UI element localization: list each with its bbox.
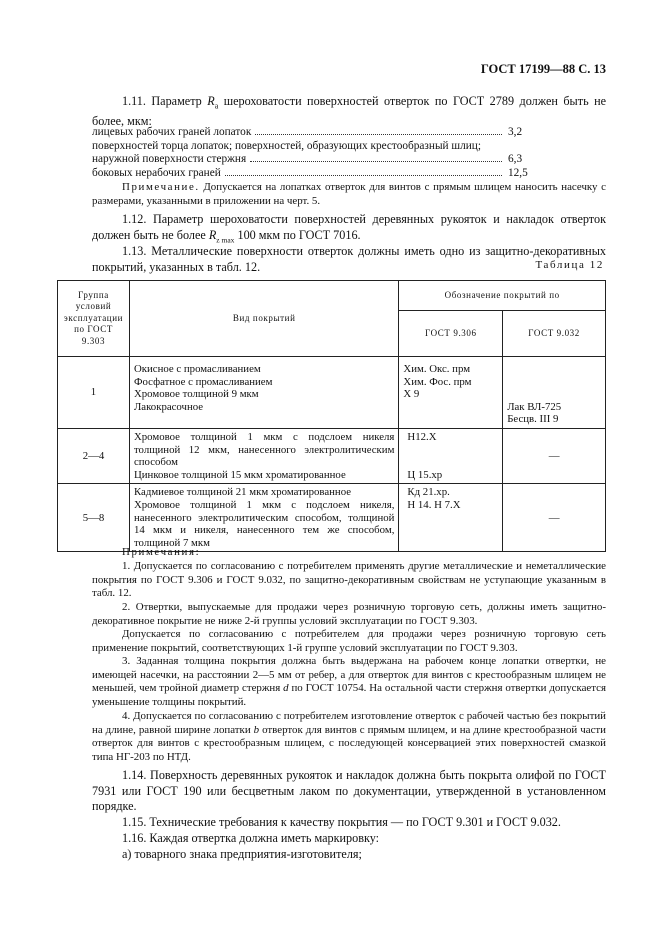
table-row [58, 357, 606, 429]
paragraph-1-14: 1.14. Поверхность деревянных рукояток и накладок должна быть покрыта олифой по ГОСТ 7931 или ГОСТ 190 или бесцветным лаком по документации, утвержденной в установленном порядке. [92, 768, 606, 814]
gost-9032-cell: Лак ВЛ-725 Бесцв. III 9 [503, 357, 606, 429]
paragraph-1-13: 1.13. Металлические поверхности отверток должны иметь одно из защитно-декоративных покрытий, указанных в табл. 12. [92, 244, 606, 274]
note-2: 2. Отвертки, выпускаемые для продажи через розничную торговую сеть, должны иметь защитно-декоративное покрытие не ниже 2-й группы условий эксплуатации по ГОСТ 9.303. [92, 601, 606, 627]
group-cell: 1 [58, 357, 130, 429]
notes-title: Примечания: [122, 546, 201, 558]
coating-type-cell: Хромовое толщиной 1 мкм с подслоем никеля толщиной 12 мкм, нанесенного электролитическим способом Цинковое толщиной 15 мкм хроматированное [129, 428, 398, 483]
header-group: Группа условий эксплуатации по ГОСТ 9.303 [58, 281, 130, 357]
symbol-r: R [207, 94, 215, 108]
coating-type-cell: Кадмиевое толщиной 21 мкм хроматированное Хромовое толщиной 1 мкм с подслоем никеля, нанесенного электролитическим способом, толщиной 14 мкм и никеля, нанесенного тем же способом, толщиной 7 мкм [129, 484, 398, 552]
coatings-table [57, 280, 606, 552]
header-gost-9306: ГОСТ 9.306 [399, 311, 503, 357]
header-gost-9032: ГОСТ 9.032 [503, 311, 606, 357]
gost-9032-cell: — [503, 428, 606, 483]
gost-9306-cell: Н12.Х Ц 15.хр [399, 428, 503, 483]
gost-9306-cell: Хим. Окс. прм Хим. Фос. прм Х 9 [399, 357, 503, 429]
table-caption: Таблица 12 [535, 259, 604, 271]
roughness-item: поверхностей торца лопаток; поверхностей, образующих крестообразный шлиц; [92, 139, 481, 152]
coating-type-cell: Окисное с промасливанием Фосфатное с промасливанием Хромовое толщиной 9 мкм Лакокрасочное [129, 357, 398, 429]
page-header: ГОСТ 17199—88 С. 13 [480, 62, 606, 76]
header-designation: Обозначение покрытий по [399, 281, 606, 311]
roughness-list [92, 126, 606, 181]
header-coating-type: Вид покрытий [129, 281, 398, 357]
paragraph-1-16: 1.16. Каждая отвертка должна иметь маркировку: [122, 831, 380, 845]
roughness-item: лицевых рабочих граней лопаток 3,2 [92, 126, 523, 138]
group-cell: 5—8 [58, 484, 130, 552]
paragraph-1-16-a: а) товарного знака предприятия-изготовителя; [122, 847, 362, 861]
group-cell: 2—4 [58, 428, 130, 483]
table-row [58, 484, 606, 552]
gost-9306-cell: Кд 21.хр. Н 14. Н 7.Х [399, 484, 503, 552]
paragraph-1-15: 1.15. Технические требования к качеству покрытия — по ГОСТ 9.301 и ГОСТ 9.032. [122, 815, 561, 829]
roughness-item: наружной поверхности стержня 6,3 [92, 153, 523, 166]
paragraph-1-11: 1.11. Параметр $R_a$ шероховатости поверхностей отверток по ГОСТ 2789 должен быть не более, мкм: [92, 94, 607, 129]
paragraph-1-12: 1.12. Параметр шероховатости поверхностей деревянных рукояток и накладок отверток должен быть не более $R_{z max}$ 100 мкм по ГОСТ 7016. [92, 212, 606, 245]
note-roughness: Примечание. Допускается на лопатках отверток для винтов с прямым шлицем наносить насечку с размерами, указанными в приложении на черт. 5. [92, 181, 606, 207]
table-row [58, 428, 606, 483]
note-4: 4. Допускается по согласованию с потребителем изготовление отверток с рабочей частью без покрытий на длине, равной ширине лопатки b отверток для винтов с прямым шлицем, и на длине крестообразной части отверток для винтов с крестообразным шлицем, с последующей консервацией этих поверхностей смазкой типа НГ-203 по НТД. [92, 710, 606, 763]
note-1: 1. Допускается по согласованию с потребителем применять другие металлические и неметаллические покрытия по ГОСТ 9.306 и ГОСТ 9.032, по защитно-декоративным свойствам не уступающие указанным в табл. 12. [92, 560, 606, 600]
note-2b: Допускается по согласованию с потребителем для продажи через розничную торговую сеть применение покрытий, соответствующих 1-й группе условий эксплуатации по ГОСТ 9.303. [92, 628, 606, 654]
note-3: 3. Заданная толщина покрытия должна быть выдержана на рабочем конце лопатки отвертки, не имеющей насечки, на расстоянии 2—5 мм от ребер, а для отверток для винтов с крестообразным шлицем не меньшей, чем тройной диаметр стержня d по ГОСТ 10754. На остальной части стержня отвертки допускается уменьшение толщины покрытий. [92, 655, 606, 708]
roughness-item: боковых нерабочих граней 12,5 [92, 167, 528, 180]
gost-9032-cell: — [503, 484, 606, 552]
